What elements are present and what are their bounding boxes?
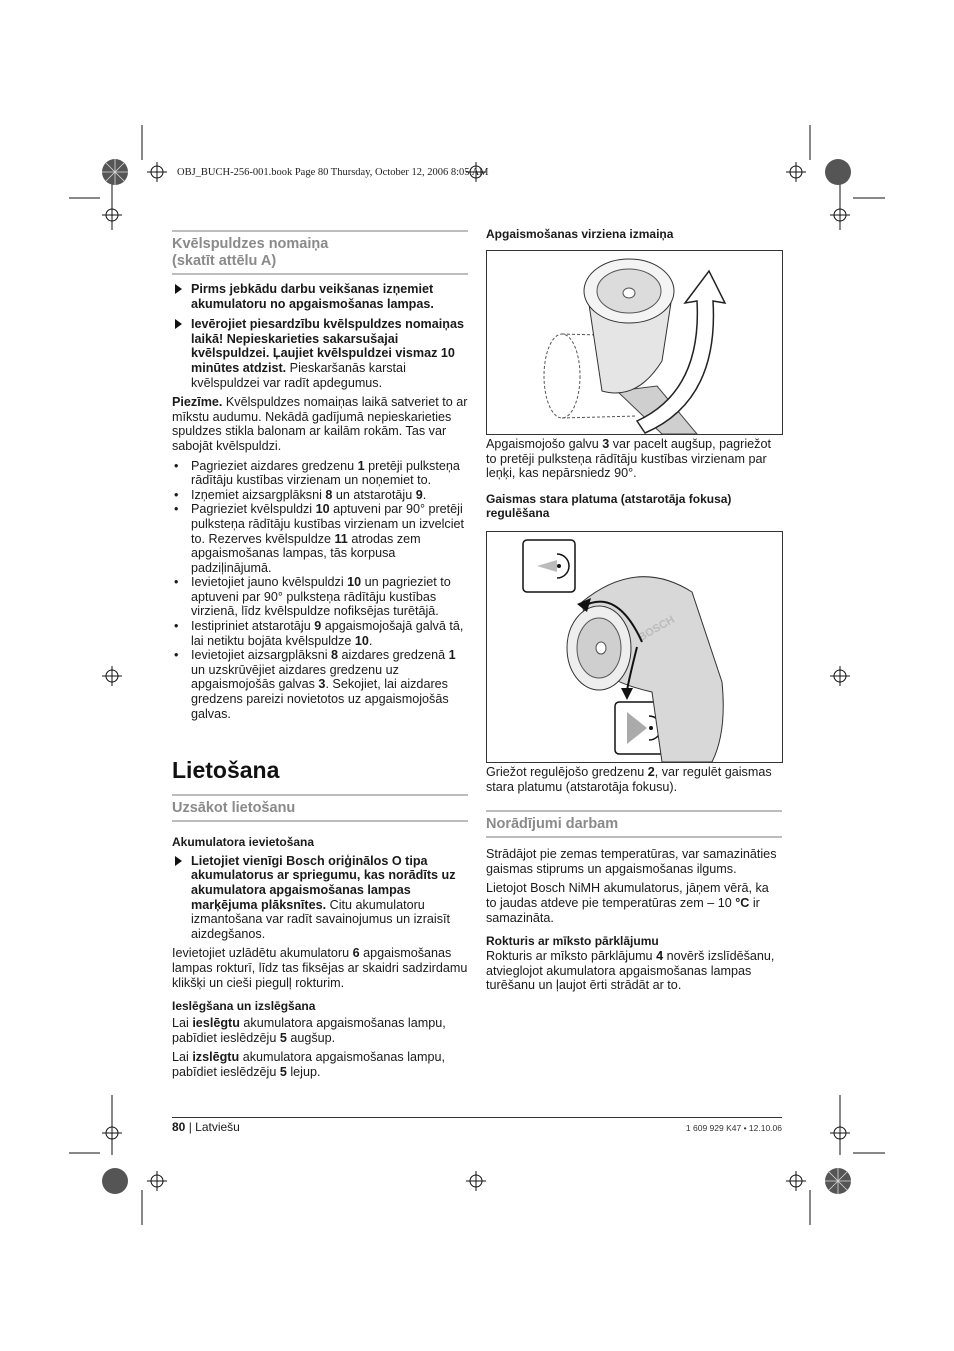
- note-label: Piezīme.: [172, 395, 223, 410]
- focus-illustration: [487, 532, 782, 762]
- subheading-direction: Apgaismošanas virziena izmaiņa: [486, 227, 674, 241]
- subheading-battery-insert: Akumulatora ievietošana: [172, 834, 315, 849]
- list-item: • Ievietojiet aizsargplāksni 8 aizdares gredzenā 1 un uzskrūvējiet aizdares gredzenu uz apgaismojošās galvas 3. Sekojiet, lai aizdares gredzens pareizi novietotos uz apgaismojošās galvas.: [174, 648, 456, 721]
- bullet-dot: •: [174, 502, 179, 517]
- lamp-head-illustration: [487, 251, 782, 434]
- figure-head-tilt: [486, 250, 783, 435]
- soft-grip-paragraph: Rokturis ar mīksto pārklājumu 4 novērš izslīdēšanu, atvieglojot akumulatora apgaismošanas lampas turēšanu un ļaujot ērti strādāt ar to.: [486, 949, 775, 993]
- right-column-bottom: [486, 765, 782, 993]
- list-item: • Pagrieziet aizdares gredzenu 1 pretēji pulksteņa rādītāju kustības virzienam un noņemiet to.: [174, 458, 460, 488]
- low-temp-paragraph: Strādājot pie zemas temperatūras, var samazināties gaismas stiprums un apgaismošanas ilgums.: [486, 847, 777, 876]
- warning-text: Pirms jebkādu darbu veikšanas izņemiet akumulatoru no apgaismošanas lampas.: [191, 282, 434, 311]
- bullet-dot: •: [174, 487, 179, 502]
- warning-text-bold: Ievērojiet piesardzību kvēlspuldzes nomaiņas laikā! Nepieskarieties sakarsušajai kvēlspuldzei. Ļaujiet kvēlspuldzei vismaz 10 minūtes atdzist.: [191, 317, 464, 375]
- figure2-caption: Griežot regulējošo gredzenu 2, var regulēt gaismas stara platumu (atstarotāja fokusu).: [486, 765, 772, 794]
- bullet-dot: •: [174, 458, 179, 473]
- footer-rule: [172, 1117, 782, 1118]
- replacement-steps-list: [172, 459, 468, 722]
- warning-text-bold: Lietojiet vienīgi Bosch oriģinālos O tipa akumulatorus ar spriegumu, kas norādīts uz akumulatora apgaismošanas lampas marķējuma plāksnītes.: [191, 853, 456, 912]
- switch-off-paragraph: Lai izslēgtu akumulatora apgaismošanas lampu, pabīdiet ieslēdzēju 5 lejup.: [172, 1050, 446, 1079]
- page-number: 80: [172, 1120, 186, 1134]
- footer-doc-code: 1 609 929 K47 • 12.10.06: [685, 1123, 782, 1133]
- warning-hot-bulb: [172, 317, 468, 390]
- note-text: Kvēlspuldzes nomaiņas laikā satveriet to ar mīkstu audumu. Nekādā gadījumā nepieskarieties spuldzes stikla balonam ar kailām rokām. Tas var sabojāt kvēlspuldzi.: [172, 395, 468, 453]
- warning-battery-type: [172, 854, 468, 942]
- section-title-bulb-replacement: Kvēlspuldzes nomaiņa (skatīt attēlu A): [172, 230, 468, 275]
- warning-triangle-icon: [175, 319, 182, 329]
- left-column: [172, 230, 468, 1080]
- figure-focus-adjust: [486, 531, 783, 763]
- warning-text-normal: Citu akumulatoru izmantošana var radīt savainojumus un izraisīt aizdegšanos.: [191, 897, 450, 941]
- list-item: • Izņemiet aizsargplāksni 8 un atstarotāju 9.: [174, 487, 427, 502]
- warning-triangle-icon: [175, 284, 182, 294]
- footer-language: | Latviešu: [185, 1120, 240, 1134]
- bullet-dot: •: [174, 648, 179, 663]
- chapter-title: Lietošana: [172, 757, 280, 784]
- bullet-dot: •: [174, 575, 179, 590]
- subheading-focus: Gaismas stara platuma (atstarotāja fokusa) regulēšana: [486, 491, 732, 520]
- subheading-on-off: Ieslēgšana un izslēgšana: [172, 999, 316, 1014]
- note-paragraph: [172, 395, 468, 453]
- list-item: • Ievietojiet jauno kvēlspuldzi 10 un pagrieziet to aptuveni par 90° pulksteņa rādītāju kustības virzienā, līdz kvēlspuldze nofiksējas turētājā.: [174, 575, 451, 619]
- subheading-soft-grip: Rokturis ar mīksto pārklājumu: [486, 934, 659, 949]
- warning-triangle-icon: [175, 856, 182, 866]
- section-title-work-tips: Norādījumi darbam: [486, 810, 782, 838]
- insert-battery-paragraph: Ievietojiet uzlādētu akumulatoru 6 apgaismošanas lampas rokturī, līdz tas fiksējas ar skaidri sadzirdamu klikšķi un cieši piegulļ rokturim.: [172, 946, 468, 990]
- switch-on-paragraph: Lai ieslēgtu akumulatora apgaismošanas lampu, pabīdiet ieslēdzēju 5 augšup.: [172, 1016, 446, 1045]
- footer-page-label: [172, 1120, 240, 1134]
- section-title-start-use: Uzsākot lietošanu: [172, 794, 468, 822]
- brand-label: BOSCH: [636, 613, 677, 644]
- bullet-dot: •: [174, 619, 179, 634]
- list-item: • Iestipriniet atstarotāju 9 apgaismojošajā galvā tā, lai netiktu bojāta kvēlspuldze 10.: [174, 619, 464, 648]
- right-column-top: [486, 437, 782, 520]
- warning-text-normal: Pieskaršanās karstai kvēlspuldzei var radīt apdegumus.: [191, 360, 406, 390]
- nimh-paragraph: Lietojot Bosch NiMH akumulatorus, jāņem vērā, ka to jaudas atdeve pie temperatūras zem – 10 °C ir samazināta.: [486, 881, 769, 925]
- file-header-line: OBJ_BUCH-256-001.book Page 80 Thursday, October 12, 2006 8:05 AM: [177, 167, 489, 178]
- list-item: • Pagrieziet kvēlspuldzi 10 aptuveni par 90° pretēji pulksteņa rādītāju kustības virzienam un izvelciet to. Rezerves kvēlspuldze 11 atrodas zem apgaismošanas lampas, tās korpusa padziļinājumā.: [174, 502, 464, 575]
- warning-remove-battery: [172, 282, 468, 311]
- figure1-caption: Apgaismojošo galvu 3 var pacelt augšup, pagriežot to pretēji pulksteņa rādītāju kustības virzienam par leņķi, kas nepārsniedz 90°.: [486, 437, 771, 481]
